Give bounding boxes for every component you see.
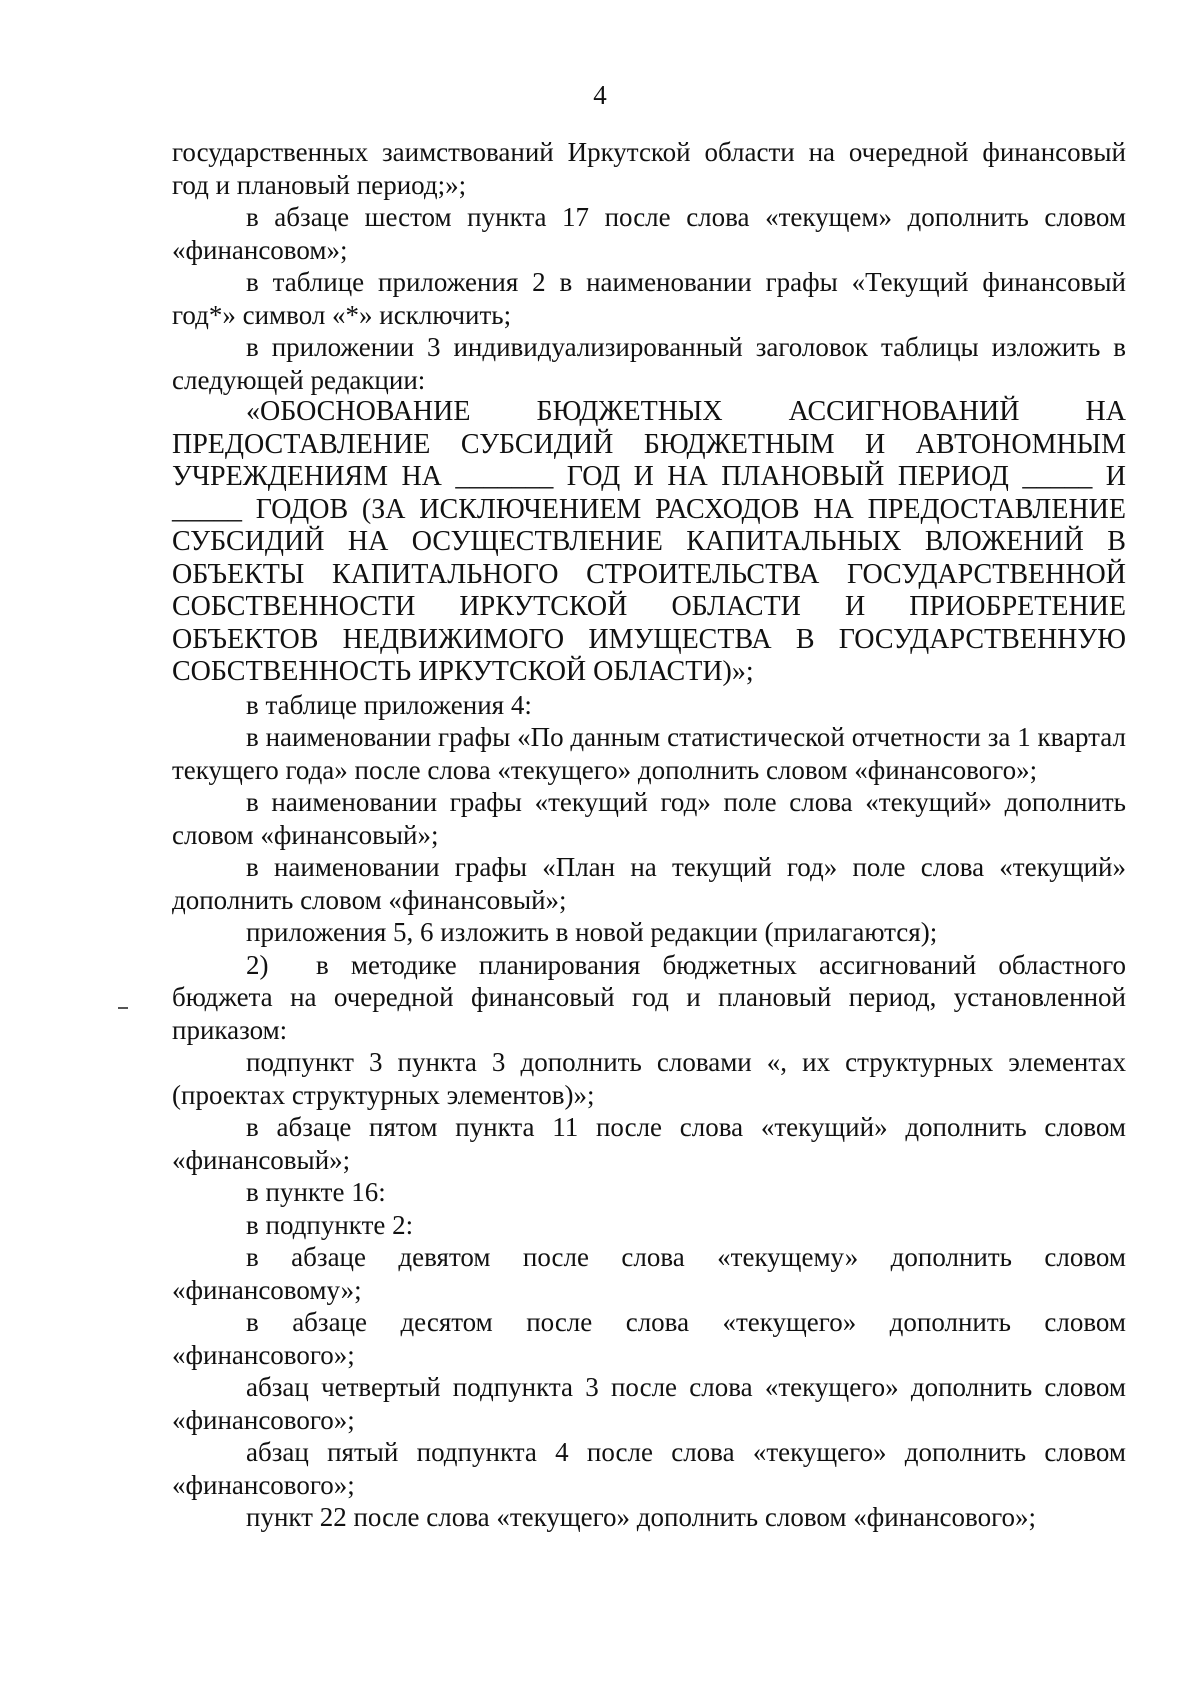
paragraph: подпункт 3 пункта 3 дополнить словами «, их структурных элементах (проектах структурных элементов)»; [172, 1047, 1126, 1110]
paragraph: приложения 5, 6 изложить в новой редакции (прилагаются); [246, 917, 938, 947]
paragraph: в наименовании графы «По данным статистической отчетности за 1 квартал текущего года» после слова «текущего» дополнить словом «финансового»; [172, 722, 1126, 785]
paragraph: в приложении 3 индивидуализированный заголовок таблицы изложить в следующей редакции: [172, 332, 1126, 395]
paragraph: в наименовании графы «текущий год» поле слова «текущий» дополнить словом «финансовый»; [172, 787, 1126, 850]
paragraph: абзац пятый подпункта 4 после слова «текущего» дополнить словом «финансового»; [172, 1437, 1126, 1500]
paragraph: в абзаце шестом пункта 17 после слова «текущем» дополнить словом «финансовом»; [172, 202, 1126, 265]
paragraph: в наименовании графы «План на текущий год» поле слова «текущий» дополнить словом «финансовый»; [172, 852, 1126, 915]
paragraph: в абзаце пятом пункта 11 после слова «текущий» дополнить словом «финансовый»; [172, 1112, 1126, 1175]
item-number: 2) [246, 949, 269, 980]
numbered-item [172, 949, 1126, 1047]
margin-scan-mark [118, 1007, 128, 1009]
paragraph: в пункте 16: [246, 1177, 386, 1207]
paragraph: пункт 22 после слова «текущего» дополнить словом «финансового»; [246, 1502, 1036, 1532]
paragraph: в абзаце десятом после слова «текущего» дополнить словом «финансового»; [172, 1307, 1126, 1370]
document-body [172, 136, 1126, 1534]
item-text: в методике планирования бюджетных ассигнований областного бюджета на очередной финансовый год и плановый период, установленной приказом: [172, 949, 1126, 1045]
paragraph-continuation: государственных заимствований Иркутской области на очередной финансовый год и плановый период;»; [172, 137, 1126, 200]
paragraph: в таблице приложения 4: [246, 689, 532, 720]
page-number: 4 [593, 80, 607, 110]
table-heading-quote: «ОБОСНОВАНИЕ БЮДЖЕТНЫХ АССИГНОВАНИЙ НА ПРЕДОСТАВЛЕНИЕ СУБСИДИЙ БЮДЖЕТНЫМ И АВТОНОМНЫМ УЧРЕЖДЕНИЯМ НА _______ ГОД И НА ПЛАНОВЫЙ ПЕРИОД _____ И _____ ГОДОВ (ЗА ИСКЛЮЧЕНИЕМ РАСХОДОВ НА ПРЕДОСТАВЛЕНИЕ СУБСИДИЙ НА ОСУЩЕСТВЛЕНИЕ КАПИТАЛЬНЫХ ВЛОЖЕНИЙ В ОБЪЕКТЫ КАПИТАЛЬНОГО СТРОИТЕЛЬСТВА ГОСУДАРСТВЕННОЙ СОБСТВЕННОСТИ ИРКУТСКОЙ ОБЛАСТИ И ПРИОБРЕТЕНИЕ ОБЪЕКТОВ НЕДВИЖИМОГО ИМУЩЕСТВА В ГОСУДАРСТВЕННУЮ СОБСТВЕННОСТЬ ИРКУТСКОЙ ОБЛАСТИ)»; [172, 396, 1126, 687]
paragraph: в подпункте 2: [246, 1209, 414, 1240]
paragraph: абзац четвертый подпункта 3 после слова «текущего» дополнить словом «финансового»; [172, 1372, 1126, 1435]
paragraph: в абзаце девятом после слова «текущему» дополнить словом «финансовому»; [172, 1242, 1126, 1305]
paragraph: в таблице приложения 2 в наименовании графы «Текущий финансовый год*» символ «*» исключить; [172, 267, 1126, 330]
